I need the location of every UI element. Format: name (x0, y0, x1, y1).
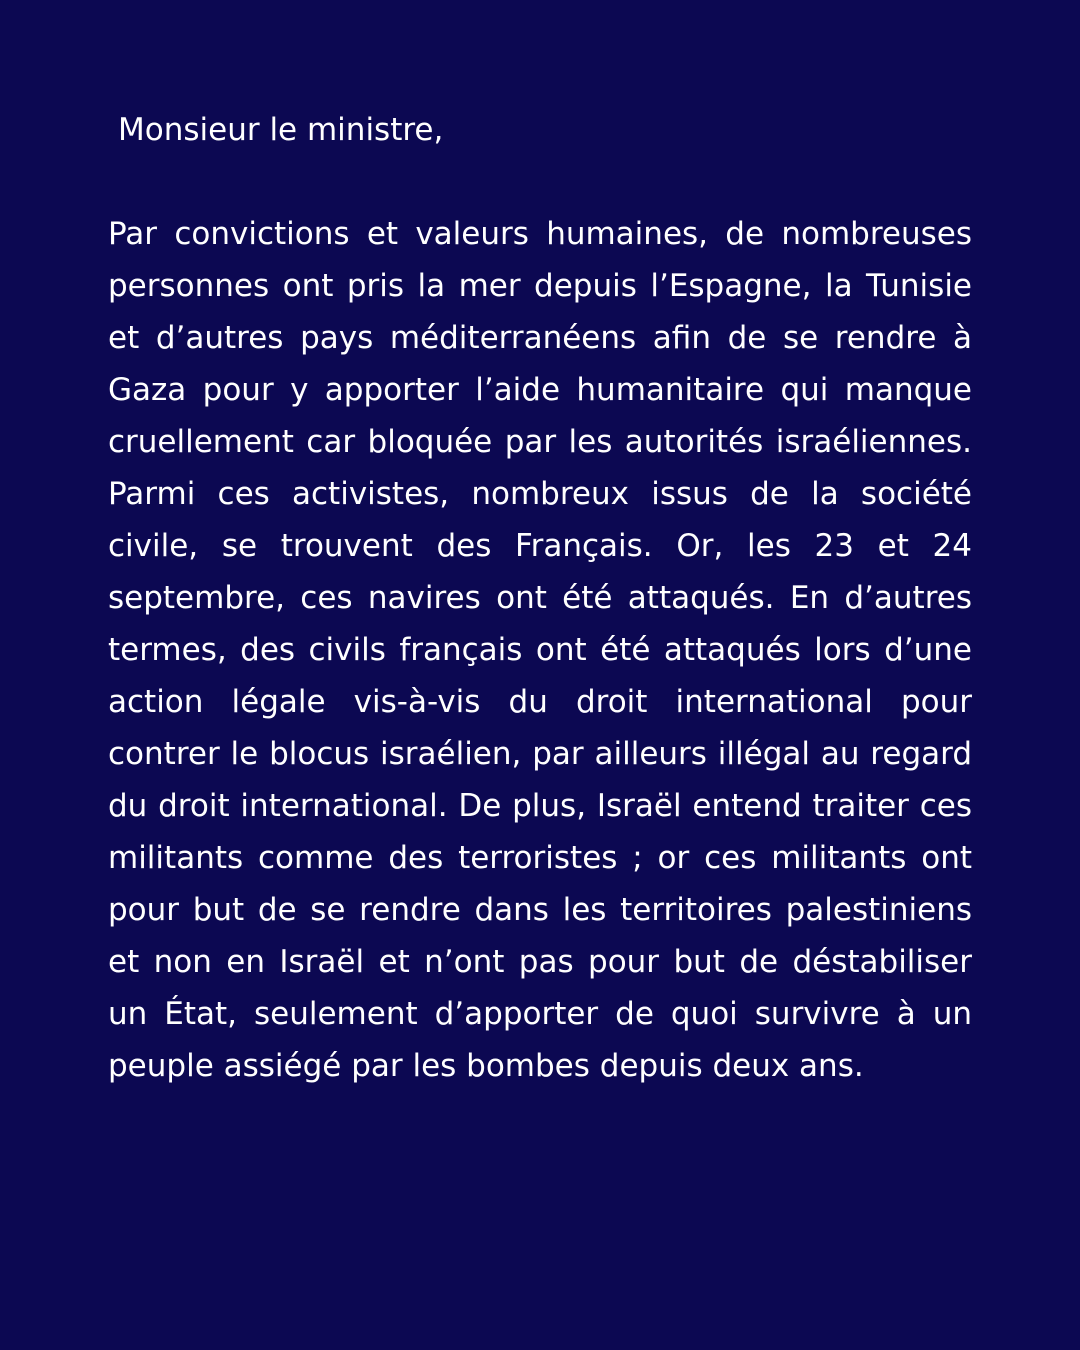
letter (108, 104, 972, 1092)
letter-salutation: Monsieur le ministre, (118, 112, 444, 148)
letter-paragraph: Par convictions et valeurs humaines, de nombreuses personnes ont pris la mer depuis l’Espagne, la Tunisie et d’autres pays méditerranéens afin de se rendre à Gaza pour y apporter l’aide humanitaire qui manque cruellement car bloquée par les autorités israéliennes. Parmi ces activistes, nombreux issus de la société civile, se trouvent des Français. Or, les 23 et 24 septembre, ces navires ont été attaqués. En d’autres termes, des civils français ont été attaqués lors d’une action légale vis-à-vis du droit international pour contrer le blocus israélien, par ailleurs illégal au regard du droit international. De plus, Israël entend traiter ces militants comme des terroristes ; or ces militants ont pour but de se rendre dans les territoires palestiniens et non en Israël et n’ont pas pour but de déstabiliser un État, seulement d’apporter de quoi survivre à un peuple assiégé par les bombes depuis deux ans. (108, 216, 972, 1084)
